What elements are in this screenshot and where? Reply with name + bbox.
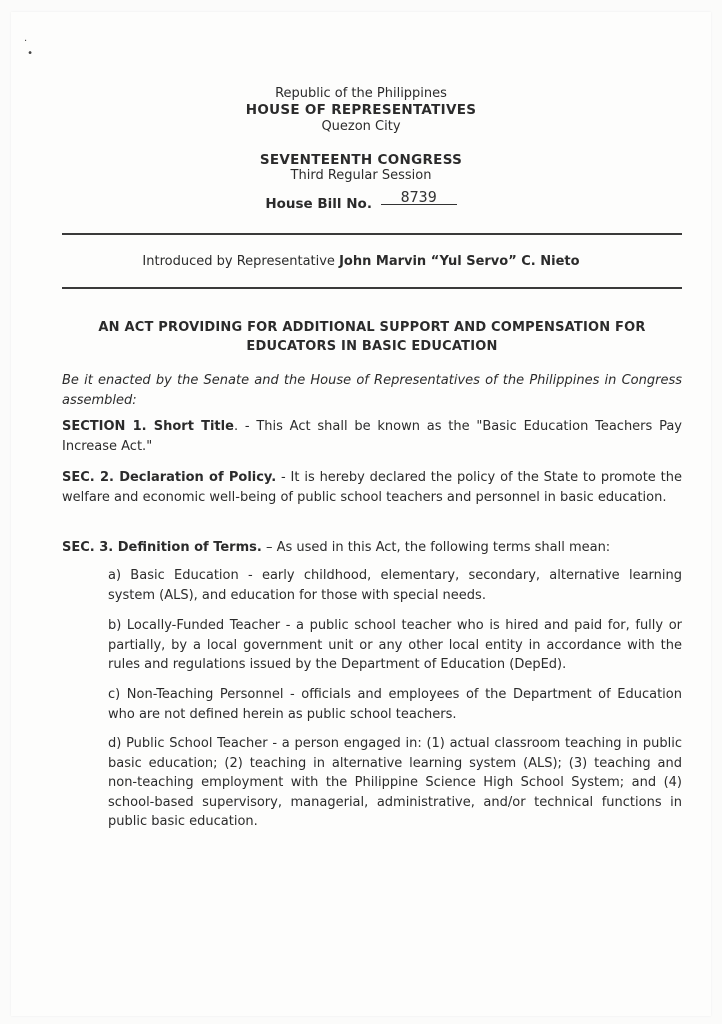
definition-basic-education: a) Basic Education - early childhood, elementary, secondary, alternative learning system (ALS), and education for those with special needs. (108, 568, 682, 603)
introduced-by-line (0, 254, 722, 269)
section-1-text: . - This Act shall be known as the "Basic Education Teachers Pay Increase Act." (62, 419, 682, 454)
section-2 (62, 468, 682, 507)
section-3 (62, 538, 682, 558)
definition-public-school-teacher: d) Public School Teacher - a person engaged in: (1) actual classroom teaching in public basic education; (2) teaching in alternative learning system (ALS); (3) teaching and non-teaching employment with the Philippine Science High School System; and (4) school-based supervisory, managerial, administrative, and/or technical functions in public basic education. (108, 736, 682, 829)
enacting-clause: Be it enacted by the Senate and the House of Representatives of the Philippines in Congress assembled: (62, 373, 682, 408)
definition-non-teaching-personnel: c) Non-Teaching Personnel - officials and employees of the Department of Education who are not defined herein as public school teachers. (108, 687, 682, 722)
section-1 (62, 417, 682, 456)
session-line: Third Regular Session (290, 168, 432, 183)
act-title (62, 318, 682, 356)
section-2-heading: SEC. 2. Declaration of Policy. (62, 470, 277, 485)
section-3-text: – As used in this Act, the following terms shall mean: (261, 540, 611, 555)
bill-label: House Bill No. (265, 196, 372, 212)
section-3-heading: SEC. 3. Definition of Terms. (62, 540, 262, 555)
act-title-line-2: EDUCATORS IN BASIC EDUCATION (246, 339, 498, 354)
divider-top (62, 233, 682, 235)
republic-line: Republic of the Philippines (275, 86, 447, 101)
section-1-heading: SECTION 1. Short Title (62, 419, 234, 434)
section-2-text: - It is hereby declared the policy of the State to promote the welfare and economic well-being of public school teachers and personnel in basic education. (62, 470, 682, 505)
act-title-line-1: AN ACT PROVIDING FOR ADDITIONAL SUPPORT AND COMPENSATION FOR (98, 320, 646, 335)
definition-locally-funded-teacher: b) Locally-Funded Teacher - a public school teacher who is hired and paid for, fully or partially, by a local government unit or any other local entity in accordance with the rules and regulations issued by the Department of Education (DepEd). (108, 618, 682, 672)
divider-bottom (62, 287, 682, 289)
congress-line: SEVENTEENTH CONGRESS (259, 152, 463, 168)
representative-name: John Marvin “Yul Servo” C. Nieto (339, 254, 580, 269)
bill-number-row (0, 188, 722, 212)
house-line: HOUSE OF REPRESENTATIVES (245, 102, 477, 118)
city-line: Quezon City (321, 119, 401, 134)
scan-marks: · • (24, 36, 34, 59)
bill-number: 8739 (381, 190, 457, 205)
introduced-by-prefix: Introduced by Representative (142, 254, 335, 269)
